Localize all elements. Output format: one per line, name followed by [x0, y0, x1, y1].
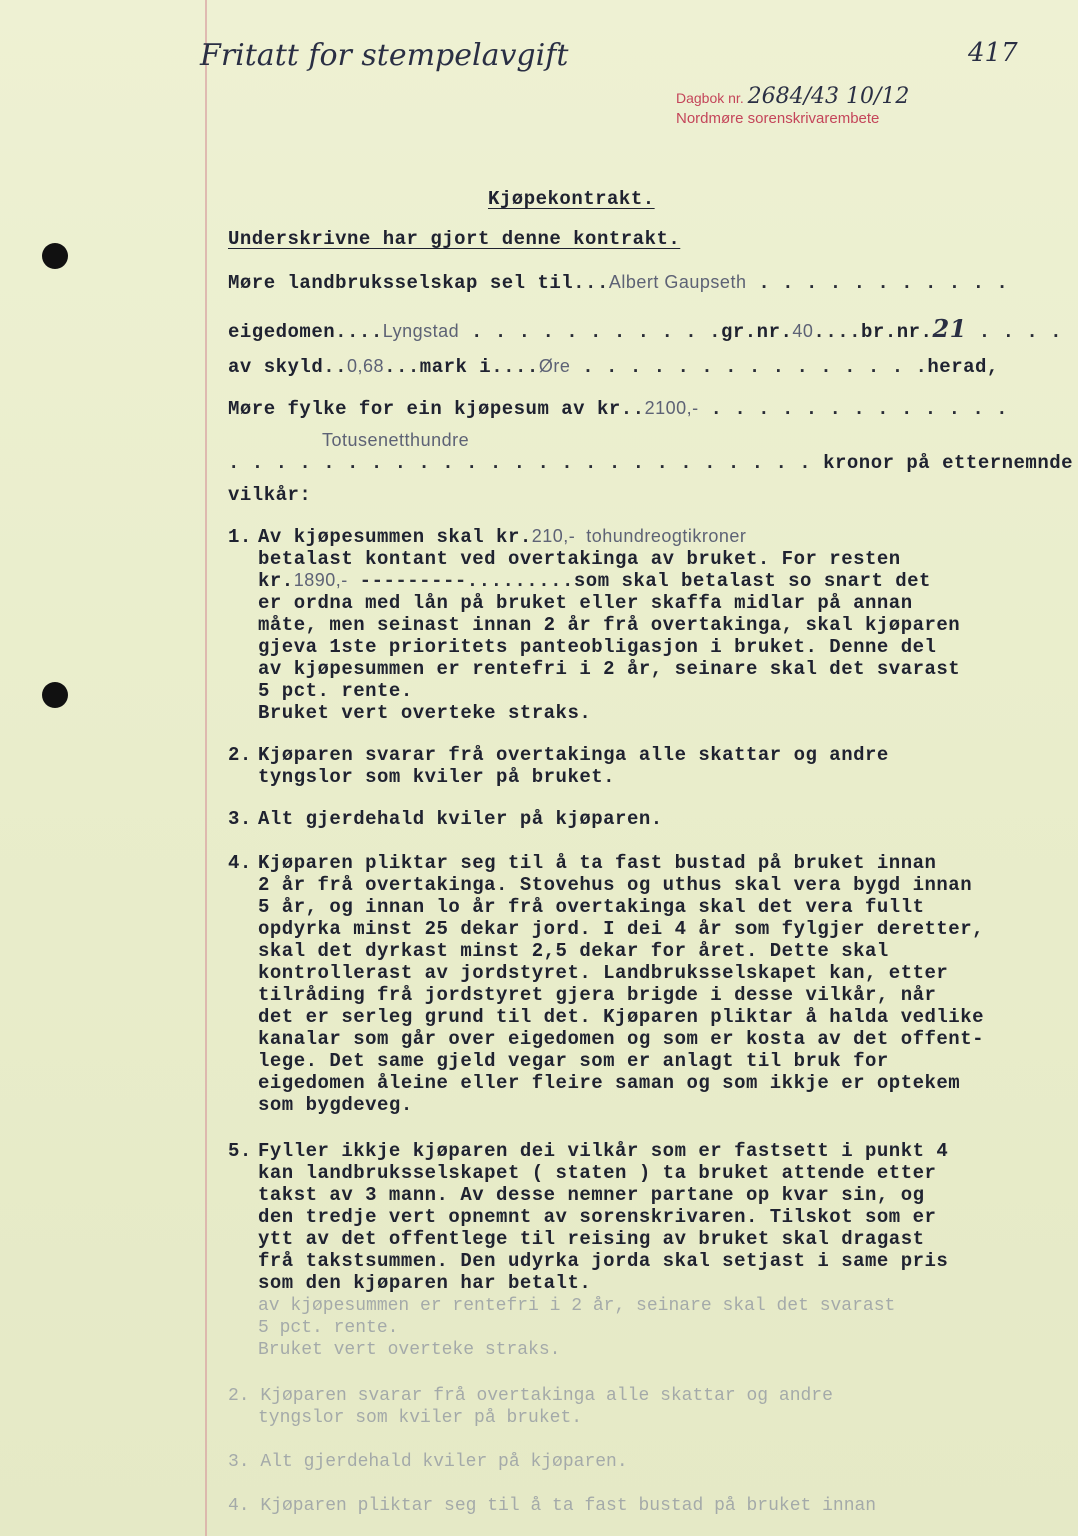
property-line: eigedomen....Lyngstad . . . . . . . . . . .gr.nr.40....br.nr.21 . . . . [228, 314, 1063, 343]
clause-line: det er serleg grund til det. Kjøparen pliktar å halda vedlike [258, 1006, 985, 1028]
clause-number: 3. [228, 808, 252, 830]
bleed-through-line: 3. Alt gjerdehald kviler på kjøparen. [228, 1452, 628, 1472]
kronor-suffix: kronor på etternemnde [823, 452, 1074, 474]
skyld-value: 0,68 [347, 356, 385, 376]
document-title: Kjøpekontrakt. [488, 188, 655, 210]
bleed-through-line: av kjøpesummen er rentefri i 2 år, seinare skal det svarast [258, 1296, 896, 1316]
clause-line: eigedomen åleine eller fleire saman og som ikkje er optekem [258, 1072, 961, 1094]
clause-line: kanalar som går over eigedomen og som er kosta av det offent- [258, 1028, 985, 1050]
clause-line: den tredje vert opnemnt av sorenskrivaren. Tilskot som er [258, 1206, 937, 1228]
punch-hole [42, 682, 68, 708]
clause-line: 5 pct. rente. [258, 680, 413, 702]
gr-label: gr.nr. [720, 321, 793, 343]
price-value: 2100,- [644, 398, 699, 418]
gr-value: 40 [792, 321, 814, 341]
office-stamp: Nordmøre sorenskrivarembete [676, 110, 880, 127]
clause-line: kontrollerast av jordstyret. Landbruksselskapet kan, etter [258, 962, 949, 984]
herad-label: herad, [927, 356, 999, 378]
herad-value: Øre [538, 356, 571, 376]
property-prefix: eigedomen [228, 321, 336, 343]
punch-hole [42, 243, 68, 269]
clause-line: Kjøparen pliktar seg til å ta fast bustad på bruket innan [258, 852, 937, 874]
vilkar-label: vilkår: [228, 484, 312, 506]
clause-line: opdyrka minst 25 dekar jord. I dei 4 år som fylgjer deretter, [258, 918, 985, 940]
bleed-through-line: 5 pct. rente. [258, 1318, 399, 1338]
stamp-number: 2684/43 10/12 [747, 84, 910, 109]
property-name: Lyngstad [382, 321, 460, 341]
clause-number: 2. [228, 744, 252, 766]
clause-line: tilråding frå jordstyret gjera brigde i desse vilkår, når [258, 984, 937, 1006]
br-value: 21 [932, 314, 967, 343]
clause-line: Fyller ikkje kjøparen dei vilkår som er fastsett i punkt 4 [258, 1140, 949, 1162]
clause-line: som den kjøparen har betalt. [258, 1272, 592, 1294]
clause-line: kr.1890,- ---------.........som skal betalast so snart det [258, 570, 931, 592]
skyld-prefix: av skyld [228, 356, 324, 378]
clause-line: Kjøparen svarar frå overtakinga alle skattar og andre [258, 744, 889, 766]
stamp-label: Dagbok nr. [676, 90, 744, 106]
clause-line: som bygdeveg. [258, 1094, 413, 1116]
mark-label: mark i [419, 356, 492, 378]
clause-line: tyngslor som kviler på bruket. [258, 766, 616, 788]
clause-line: Alt gjerdehald kviler på kjøparen. [258, 808, 663, 830]
clause-line: 2 år frå overtakinga. Stovehus og uthus skal vera bygd innan [258, 874, 973, 896]
clause-line: 5 år, og innan lo år frå overtakinga skal det vera fullt [258, 896, 925, 918]
clause-number: 4. [228, 852, 252, 874]
intro-line: Underskrivne har gjort denne kontrakt. [228, 228, 681, 250]
seller-prefix: Møre landbruksselskap sel til [228, 272, 574, 294]
kronor-line: . . . . . . . . . . . . . . . . . . . . . . . . . kronor på etternemnde [228, 452, 1074, 474]
clause-line: Av kjøpesummen skal kr.210,- tohundreogtikroner [258, 526, 747, 548]
clause-line: måte, men seinast innan 2 år frå overtakinga, skal kjøparen [258, 614, 961, 636]
clause-line: takst av 3 mann. Av desse nemner partane op kvar sin, og [258, 1184, 925, 1206]
buyer-name: Albert Gaupseth [608, 272, 747, 292]
handwritten-note: Fritatt for stempelavgift [200, 38, 569, 73]
bleed-through-line: Bruket vert overteke straks. [258, 1340, 561, 1360]
price-line: Møre fylke for ein kjøpesum av kr..2100,- . . . . . . . . . . . . . [228, 398, 1009, 420]
skyld-line: av skyld..0,68...mark i....Øre . . . . . . . . . . . . . . .herad, [228, 356, 999, 378]
seller-line: Møre landbruksselskap sel til...Albert Gaupseth . . . . . . . . . . . [228, 272, 1009, 294]
clause-line: frå takstsummen. Den udyrka jorda skal setjast i same pris [258, 1250, 949, 1272]
clause-line: ytt av det offentlege til reising av bruket skal dragast [258, 1228, 925, 1250]
br-label: br.nr. [861, 321, 933, 343]
bleed-through-line: 4. Kjøparen pliktar seg til å ta fast bustad på bruket innan [228, 1496, 877, 1516]
clause-line: kan landbruksselskapet ( staten ) ta bruket attende etter [258, 1162, 937, 1184]
page-number: 417 [968, 38, 1018, 68]
clause-line: lege. Det same gjeld vegar som er anlagt til bruk for [258, 1050, 889, 1072]
clause-line: skal det dyrkast minst 2,5 dekar for året. Dette skal [258, 940, 889, 962]
clause-line: av kjøpesummen er rentefri i 2 år, seinare skal det svarast [258, 658, 961, 680]
price-in-words: Totusenetthundre [322, 430, 470, 450]
price-prefix: Møre fylke for ein kjøpesum av kr [228, 398, 621, 420]
clause-line: er ordna med lån på bruket eller skaffa midlar på annan [258, 592, 913, 614]
bleed-through-line: tyngslor som kviler på bruket. [258, 1408, 583, 1428]
bleed-through-line: 2. Kjøparen svarar frå overtakinga alle skattar og andre [228, 1386, 833, 1406]
clause-line: betalast kontant ved overtakinga av bruket. For resten [258, 548, 901, 570]
clause-number: 5. [228, 1140, 252, 1162]
clause-line: Bruket vert overteke straks. [258, 702, 592, 724]
margin-rule [205, 0, 207, 1536]
journal-stamp [676, 84, 909, 109]
clause-number: 1. [228, 526, 252, 548]
clause-line: gjeva 1ste prioritets panteobligasjon i bruket. Denne del [258, 636, 937, 658]
